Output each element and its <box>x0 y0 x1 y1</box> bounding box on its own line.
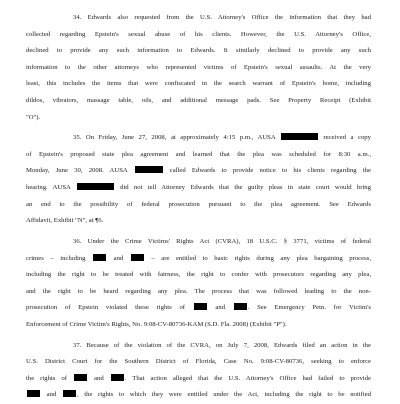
text-line: Enforcement of Crime Victim's Rights, No. 9:08-CV-80736-KAM (S.D. Fla. 2008) (Exhibit "P"). <box>26 320 287 328</box>
text-line: 34. Edwards also requested from the U.S. Attorney's Office the information that they had <box>73 14 371 21</box>
text-line: prosecution of Epstein violated these rights of and . See Emergency Petn. for Victim's <box>26 304 371 312</box>
redaction-box <box>93 254 106 261</box>
text-line: 36. Under the Crime Victims' Rights Act (CVRA), 18 U.S.C. § 3771, victims of federal <box>73 237 371 245</box>
text-line: Monday, June 30, 2008. AUSA called Edwards to provide notice to his clients regarding the <box>26 167 371 175</box>
redaction-box <box>234 303 247 310</box>
redaction-box <box>27 390 40 397</box>
text-line: the rights of and . That action alleged that the U.S. Attorney's Office had failed to provide <box>26 374 371 382</box>
text-line: an end to the possibility of federal prosecution pursuant to the plea agreement. See Edwards <box>26 200 371 208</box>
redaction-box <box>194 303 207 310</box>
text-line: declined to provide any such information to Edwards. It similarly declined to provide any such <box>26 47 371 55</box>
text-line: least, this includes the items that were confiscated in the search warrant of Epstein's home, including <box>26 80 371 88</box>
paragraph-37 <box>26 338 371 404</box>
redaction-box <box>111 374 124 381</box>
text-line: of Epstein's proposed state plea agreement and learned that the plea was scheduled for 8:30 a.m., <box>26 150 371 158</box>
text-line: crimes – including and – are entitled to basic rights during any plea bargaining process, <box>26 254 371 262</box>
text-line: U.S. District Court for the Southern District of Florida, Case No. 9:08-CV-80736, seeking to enforce <box>26 358 371 366</box>
redaction-box <box>131 254 144 261</box>
paragraph-35 <box>26 130 371 230</box>
redaction-box <box>281 133 318 140</box>
text-line: and the right to be heard regarding any plea. The process that was followed leading to the non- <box>26 287 371 295</box>
text-line: 37. Because of the violation of the CVRA, on July 7, 2008, Edwards filed an action in the <box>73 341 371 349</box>
text-line: dildos, vibrators, massage table, oils, and additional message pads. See Property Receipt (Exhibit <box>26 96 371 104</box>
text-line: "O"). <box>26 113 41 121</box>
text-line: collected regarding Epstein's sexual abuse of his clients. However, the U.S. Attorney's Office, <box>26 30 371 38</box>
text-line: including the right to be treated with fairness, the right to confer with prosecutors regarding any plea, <box>26 271 371 279</box>
redaction-box <box>77 183 114 190</box>
paragraph-34 <box>26 10 371 126</box>
redaction-box <box>63 390 76 397</box>
text-line: hearing. AUSA did not tell Attorney Edwards that the guilty pleas in state court would bring <box>26 184 371 192</box>
text-line: Affidavit, Exhibit "N", at ¶6. <box>26 217 104 225</box>
text-line: information to the other attorneys who represented victims of Epstein's sexual assaults. At the very <box>26 63 371 71</box>
text-line: and , the rights to which they were entitled under the Act, including the right to be notified <box>26 387 371 404</box>
paragraph-36 <box>26 234 371 334</box>
text-line: 35. On Friday, June 27, 2008, at approximately 4:15 p.m., AUSA received a copy <box>73 134 371 142</box>
redaction-box <box>135 166 163 173</box>
redaction-box <box>74 374 87 381</box>
